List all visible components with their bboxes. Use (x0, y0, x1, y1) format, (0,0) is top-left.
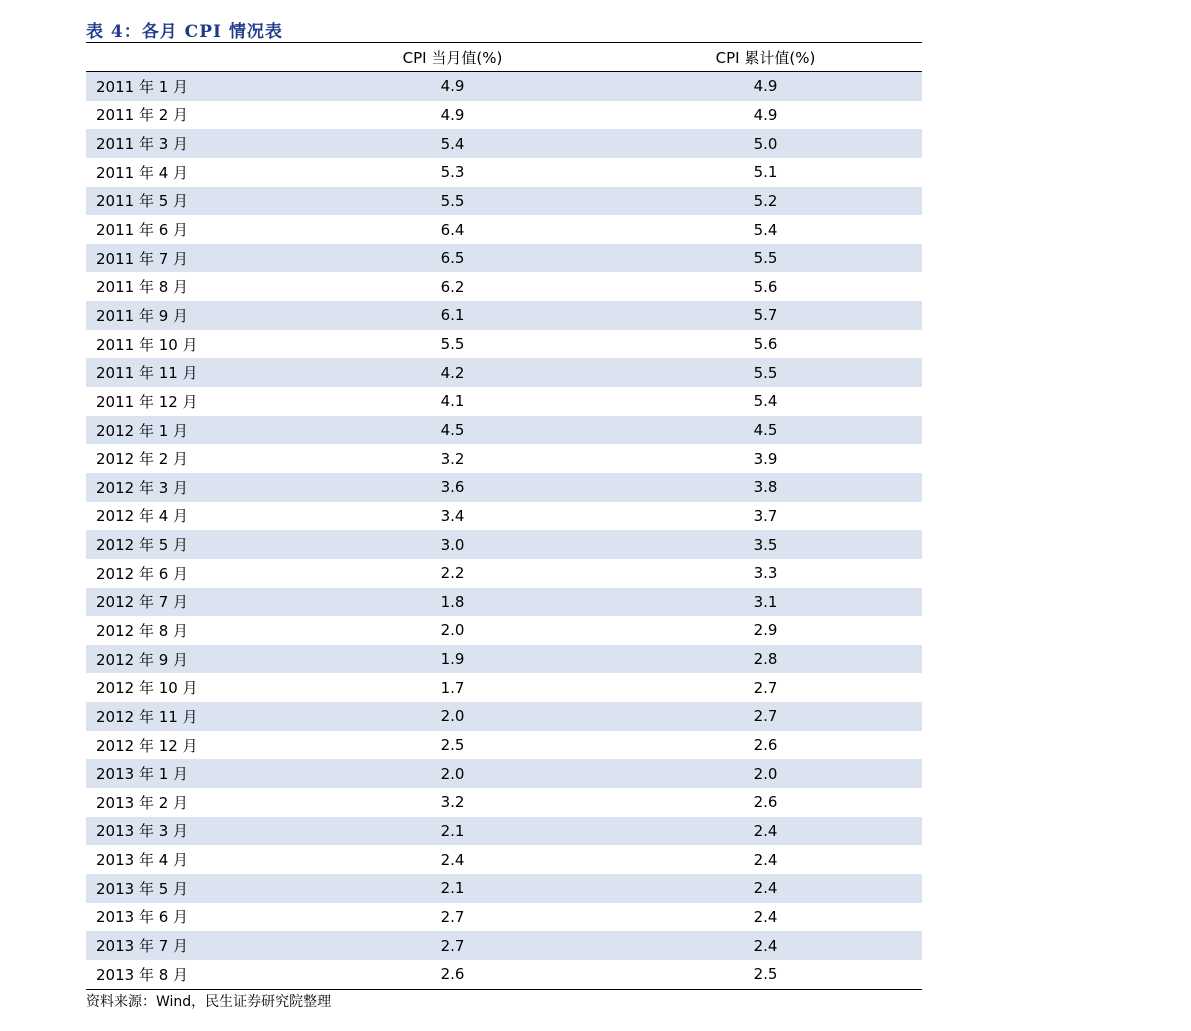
table-row (86, 244, 922, 273)
table-row (86, 101, 922, 130)
cell-cumulative: 3.5 (753, 535, 778, 554)
cell-monthly: 5.4 (440, 134, 465, 153)
table-row (86, 530, 922, 559)
cell-cumulative: 2.6 (753, 793, 778, 812)
cell-cumulative: 5.0 (753, 134, 778, 153)
cell-period: 2013 年 3 月 (96, 822, 189, 841)
cell-cumulative: 2.4 (753, 821, 778, 840)
cell-cumulative: 4.9 (753, 77, 778, 96)
cell-period: 2011 年 12 月 (96, 392, 198, 411)
cell-cumulative: 4.9 (753, 105, 778, 124)
cell-period: 2013 年 4 月 (96, 851, 189, 870)
cell-cumulative: 2.7 (753, 678, 778, 697)
cell-monthly: 2.0 (440, 764, 465, 783)
table-row (86, 559, 922, 588)
cell-cumulative: 5.4 (753, 220, 778, 239)
cell-period: 2012 年 7 月 (96, 593, 189, 612)
source-note: 资料来源：Wind，民生证券研究院整理 (86, 994, 332, 1010)
cell-cumulative: 4.5 (753, 421, 778, 439)
cell-period: 2011 年 4 月 (96, 163, 189, 182)
cell-monthly: 4.2 (440, 363, 465, 382)
cell-period: 2012 年 3 月 (96, 478, 189, 497)
cell-period: 2012 年 8 月 (96, 621, 189, 640)
cell-monthly: 2.0 (440, 707, 465, 726)
table-row (86, 72, 922, 101)
cell-cumulative: 2.9 (753, 621, 778, 640)
cell-monthly: 6.4 (440, 220, 465, 239)
cell-cumulative: 5.1 (753, 163, 778, 182)
cell-monthly: 1.7 (440, 678, 465, 697)
cell-monthly: 4.1 (440, 392, 465, 411)
table-row (86, 673, 922, 702)
table-row (86, 845, 922, 874)
header-monthly: CPI 当月值(%) (402, 48, 503, 67)
table-row (86, 301, 922, 330)
cell-cumulative: 5.2 (753, 191, 778, 210)
cell-monthly: 1.8 (440, 592, 465, 611)
cell-monthly: 5.5 (440, 335, 465, 354)
cell-cumulative: 2.4 (753, 850, 778, 869)
table-body (86, 72, 922, 989)
cell-cumulative: 2.4 (753, 879, 778, 898)
cell-period: 2011 年 7 月 (96, 249, 189, 268)
cell-period: 2012 年 12 月 (96, 736, 198, 755)
table-row (86, 272, 922, 301)
cell-monthly: 2.0 (440, 621, 465, 640)
cell-monthly: 3.4 (440, 506, 465, 525)
cell-period: 2011 年 11 月 (96, 364, 198, 383)
table-row (86, 502, 922, 531)
cell-cumulative: 2.4 (753, 907, 778, 926)
table-row (86, 473, 922, 502)
table-row (86, 215, 922, 244)
cell-cumulative: 5.6 (753, 277, 778, 296)
cell-cumulative: 2.0 (753, 764, 778, 783)
cell-monthly: 4.5 (440, 421, 465, 439)
cpi-table (86, 42, 922, 990)
cell-period: 2012 年 1 月 (96, 421, 189, 440)
cell-period: 2012 年 11 月 (96, 707, 198, 726)
cell-monthly: 2.7 (440, 936, 465, 955)
cell-period: 2011 年 3 月 (96, 135, 189, 154)
cell-period: 2012 年 2 月 (96, 450, 189, 469)
cell-period: 2011 年 6 月 (96, 221, 189, 240)
table-row (86, 960, 922, 989)
table-row (86, 817, 922, 846)
cell-period: 2013 年 6 月 (96, 908, 189, 927)
cell-period: 2012 年 4 月 (96, 507, 189, 526)
table-row (86, 731, 922, 760)
cell-cumulative: 2.4 (753, 936, 778, 955)
table-title: 表 4：各月 CPI 情况表 (86, 22, 283, 42)
cell-period: 2012 年 6 月 (96, 564, 189, 583)
cell-cumulative: 3.7 (753, 506, 778, 525)
table-row (86, 387, 922, 416)
cell-monthly: 6.2 (440, 277, 465, 296)
cell-monthly: 2.2 (440, 564, 465, 583)
cell-cumulative: 2.6 (753, 736, 778, 755)
cell-cumulative: 3.3 (753, 564, 778, 583)
table-row (86, 702, 922, 731)
cell-monthly: 3.2 (440, 793, 465, 812)
cell-cumulative: 5.7 (753, 306, 778, 325)
table-row (86, 358, 922, 387)
cell-monthly: 5.3 (440, 163, 465, 182)
table-bottom-rule (86, 989, 922, 990)
cell-monthly: 6.5 (440, 249, 465, 268)
table-row (86, 931, 922, 960)
cell-cumulative: 2.7 (753, 707, 778, 726)
cell-period: 2013 年 5 月 (96, 879, 189, 898)
table-row (86, 788, 922, 817)
cell-cumulative: 3.9 (753, 449, 778, 468)
cell-monthly: 3.2 (440, 449, 465, 468)
cell-cumulative: 3.8 (753, 478, 778, 497)
cell-monthly: 2.7 (440, 907, 465, 926)
cell-period: 2011 年 8 月 (96, 278, 189, 297)
cell-monthly: 1.9 (440, 650, 465, 669)
cell-period: 2013 年 8 月 (96, 965, 189, 984)
table-row (86, 759, 922, 788)
cell-period: 2011 年 5 月 (96, 192, 189, 211)
cell-period: 2012 年 5 月 (96, 536, 189, 555)
cell-monthly: 2.6 (440, 965, 465, 984)
cell-cumulative: 5.4 (753, 392, 778, 411)
cell-cumulative: 5.5 (753, 249, 778, 268)
cell-monthly: 5.5 (440, 191, 465, 210)
header-cumulative: CPI 累计值(%) (715, 48, 816, 67)
table-row (86, 616, 922, 645)
cell-monthly: 2.5 (440, 736, 465, 755)
cell-monthly: 3.6 (440, 478, 465, 497)
table-row (86, 588, 922, 617)
cell-period: 2011 年 9 月 (96, 306, 189, 325)
cell-period: 2011 年 2 月 (96, 106, 189, 125)
cell-monthly: 2.1 (440, 821, 465, 840)
table-row (86, 874, 922, 903)
cell-monthly: 4.9 (440, 77, 465, 96)
table-row (86, 330, 922, 359)
table-row (86, 129, 922, 158)
table-row (86, 645, 922, 674)
cell-cumulative: 2.5 (753, 965, 778, 984)
table-row (86, 444, 922, 473)
cell-period: 2013 年 2 月 (96, 793, 189, 812)
table-header (86, 43, 922, 72)
cell-cumulative: 5.6 (753, 335, 778, 354)
cell-period: 2011 年 10 月 (96, 335, 198, 354)
cell-monthly: 2.1 (440, 879, 465, 898)
cell-monthly: 2.4 (440, 850, 465, 869)
table-row (86, 903, 922, 932)
cell-period: 2013 年 7 月 (96, 937, 189, 956)
cell-monthly: 3.0 (440, 535, 465, 554)
table-row (86, 416, 922, 445)
cell-period: 2012 年 9 月 (96, 650, 189, 669)
cell-cumulative: 3.1 (753, 592, 778, 611)
cell-period: 2011 年 1 月 (96, 77, 189, 96)
cell-cumulative: 2.8 (753, 650, 778, 669)
cell-cumulative: 5.5 (753, 363, 778, 382)
cell-monthly: 4.9 (440, 105, 465, 124)
table-row (86, 187, 922, 216)
cell-period: 2013 年 1 月 (96, 765, 189, 784)
cell-period: 2012 年 10 月 (96, 679, 198, 698)
cell-monthly: 6.1 (440, 306, 465, 325)
table-row (86, 158, 922, 187)
